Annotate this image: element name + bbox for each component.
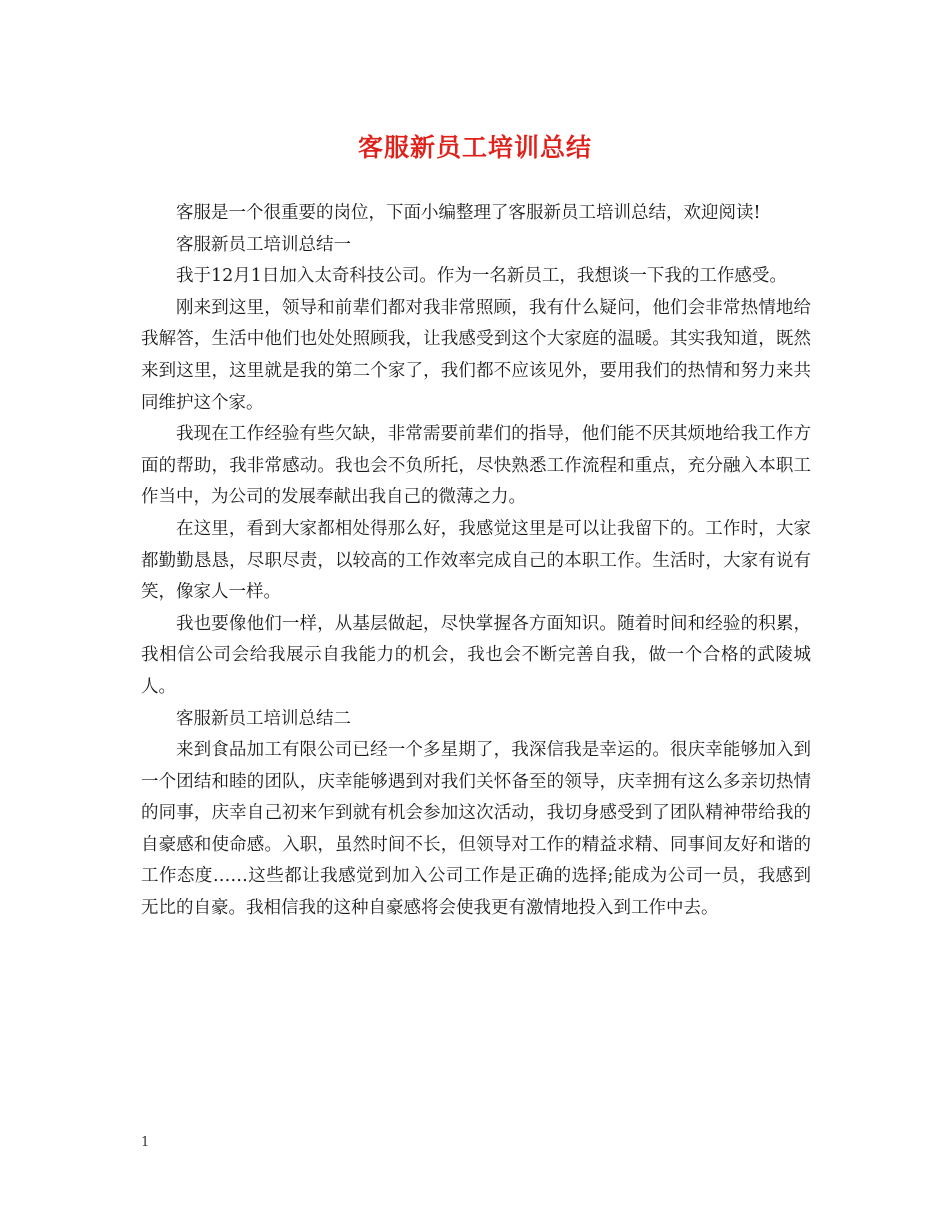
body-paragraph: 我现在工作经验有些欠缺，非常需要前辈们的指导，他们能不厌其烦地给我工作方面的帮助，我非常感动。我也会不负所托，尽快熟悉工作流程和重点，充分融入本职工作当中，为公司的发展奉献出我自己的微薄之力。 [141,424,811,508]
section-heading-two: 客服新员工培训总结二 [176,708,351,729]
page-number: 1 [141,1135,150,1150]
body-paragraph: 在这里，看到大家都相处得那么好，我感觉这里是可以让我留下的。工作时，大家都勤勤恳恳，尽职尽责，以较高的工作效率完成自己的本职工作。生活时，大家有说有笑，像家人一样。 [141,518,811,603]
body-paragraph: 我于12月1日加入太奇科技公司。作为一名新员工，我想谈一下我的工作感受。 [176,266,787,287]
page-title: 客服新员工培训总结 [357,133,592,162]
section-heading-one: 客服新员工培训总结一 [176,234,351,255]
body-paragraph: 刚来到这里，领导和前辈们都对我非常照顾，我有什么疑问，他们会非常热情地给我解答，生活中他们也处处照顾我，让我感受到这个大家庭的温暖。其实我知道，既然来到这里，这里就是我的第二个家了，我们都不应该见外，要用我们的热情和努力来共同维护这个家。 [141,297,811,413]
intro-paragraph: 客服是一个很重要的岗位，下面小编整理了客服新员工培训总结，欢迎阅读! [176,203,761,223]
document-body [141,198,811,925]
body-paragraph: 来到食品加工有限公司已经一个多星期了，我深信我是幸运的。很庆幸能够加入到一个团结和睦的团队，庆幸能够遇到对我们关怀备至的领导，庆幸拥有这么多亲切热情的同事，庆幸自己初来乍到就有机会参加这次活动，我切身感受到了团队精神带给我的自豪感和使命感。入职，虽然时间不长，但领导对工作的精益求精、同事间友好和谐的工作态度……这些都让我感觉到加入公司工作是正确的选择;能成为公司一员，我感到无比的自豪。我相信我的这种自豪感将会使我更有激情地投入到工作中去。 [141,740,811,919]
body-paragraph: 我也要像他们一样，从基层做起，尽快掌握各方面知识。随着时间和经验的积累，我相信公司会给我展示自我能力的机会，我也会不断完善自我，做一个合格的武陵城人。 [141,613,811,697]
